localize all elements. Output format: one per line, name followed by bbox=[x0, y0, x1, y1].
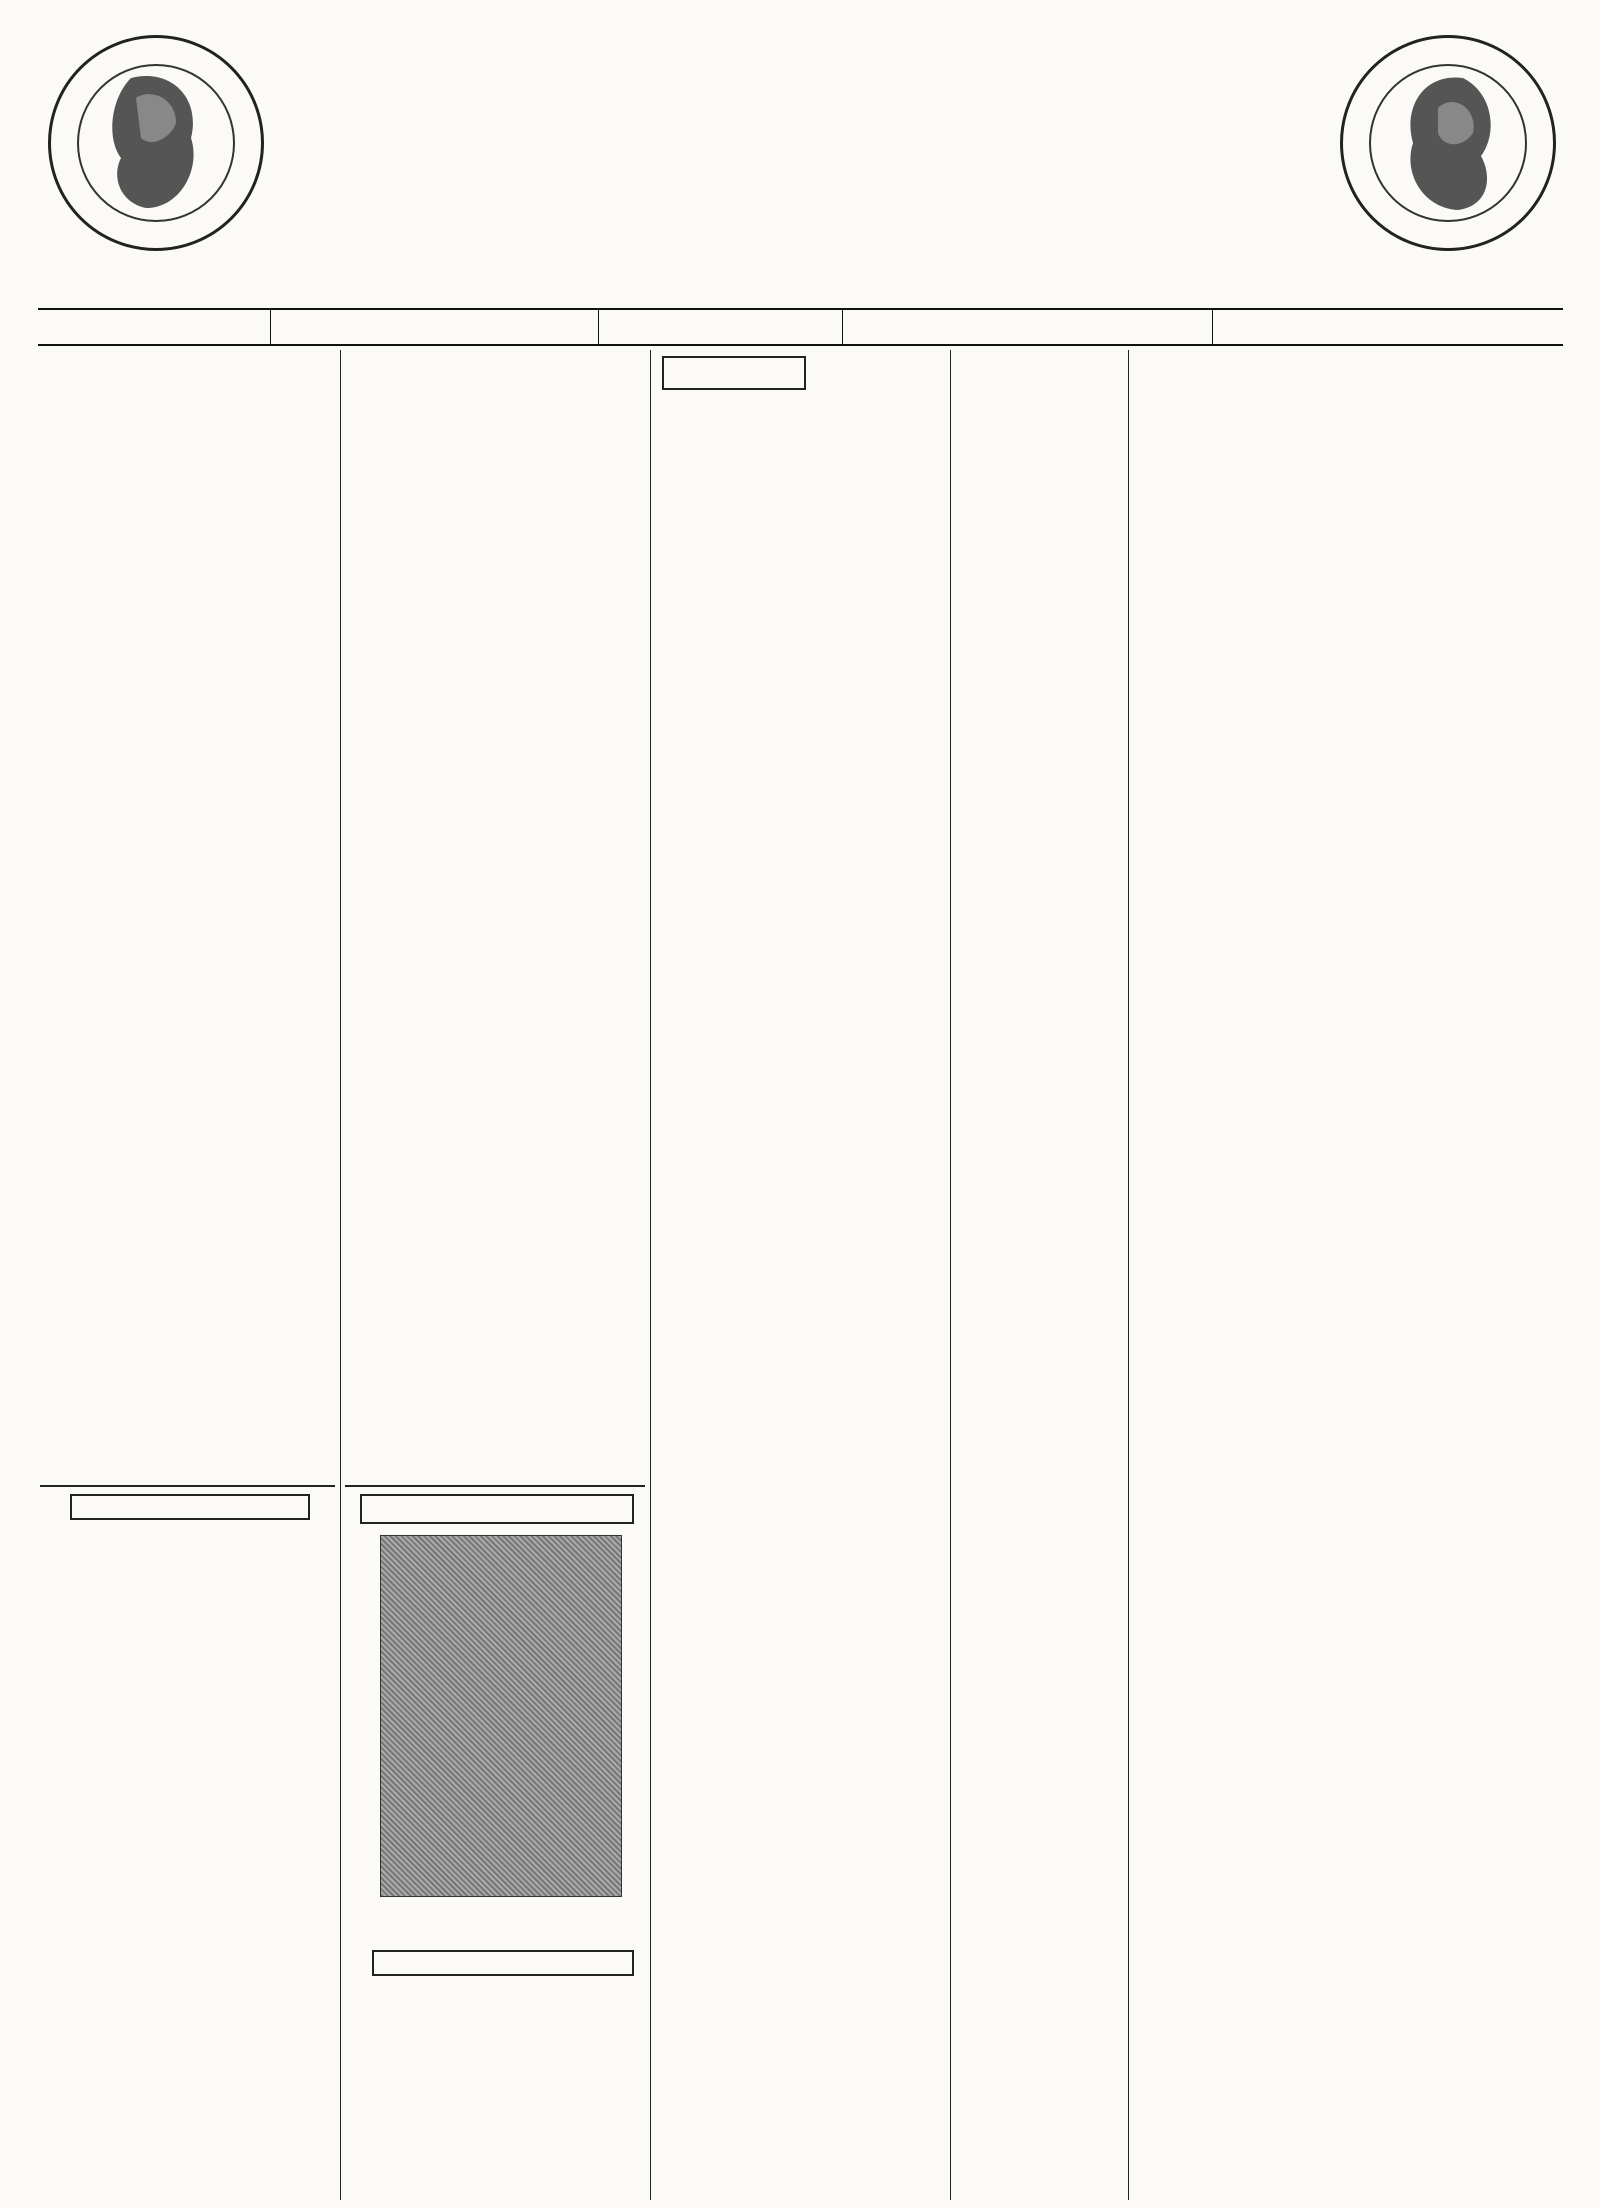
coin-philip-icon bbox=[48, 35, 264, 251]
prototypies-body bbox=[660, 1612, 942, 1782]
info-bar bbox=[38, 308, 1563, 346]
sanatorion-body bbox=[660, 1420, 942, 1580]
treis-body bbox=[660, 1000, 942, 1190]
col2-stili-heading bbox=[372, 1950, 634, 1976]
col1-feature-body bbox=[44, 1568, 330, 2200]
col2-stili-body bbox=[350, 2008, 642, 2178]
tyxi-body bbox=[660, 700, 942, 800]
coin-alexander-icon bbox=[1340, 35, 1556, 251]
col1-box-heading bbox=[70, 1494, 310, 1520]
col2-portrait-photo bbox=[380, 1535, 622, 1897]
pita-body bbox=[660, 830, 942, 970]
fakos-body bbox=[660, 422, 942, 670]
anakoinothen-body bbox=[660, 1220, 942, 1390]
col2-box-heading bbox=[360, 1494, 634, 1524]
simeia-body bbox=[660, 1812, 942, 2192]
col1-article-body bbox=[44, 410, 330, 1470]
col2-continued-body bbox=[350, 358, 642, 1488]
fakos-heading bbox=[662, 356, 806, 390]
